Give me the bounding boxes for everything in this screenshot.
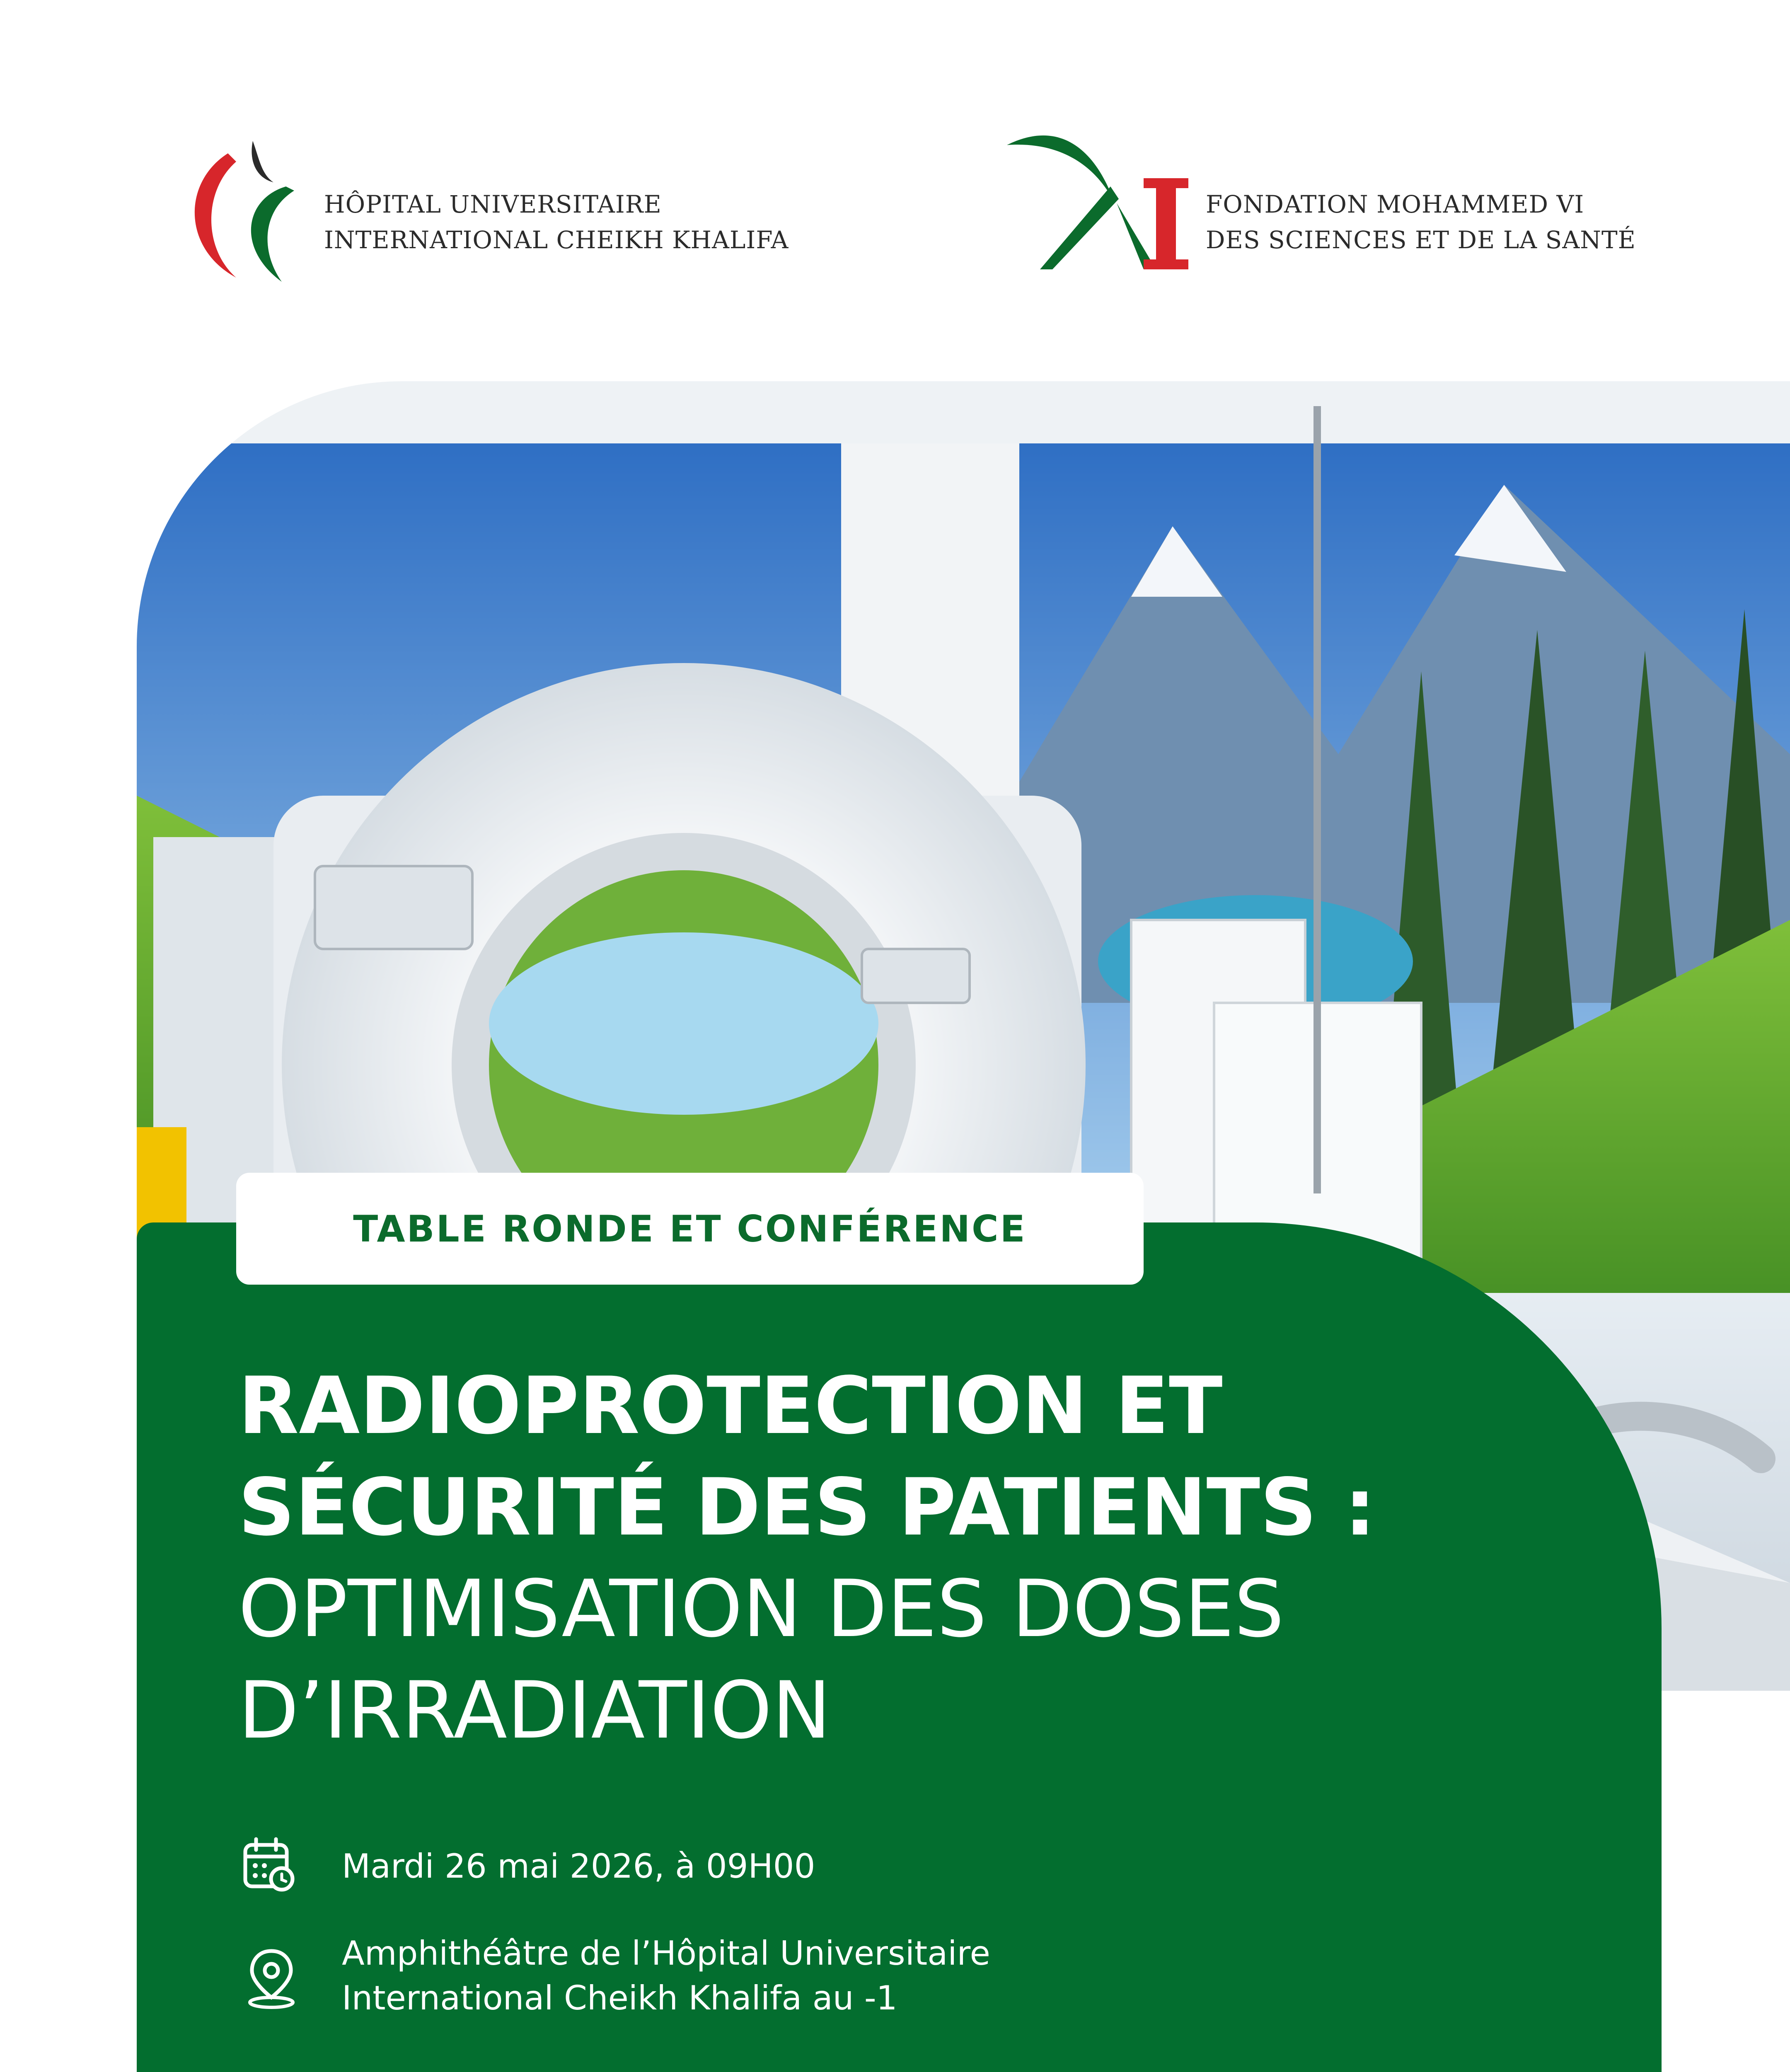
event-title: [238, 1355, 1376, 1761]
fondation-mohammed-vi-logo: [990, 120, 1197, 286]
event-title-line1: RADIOPROTECTION ET: [238, 1360, 1223, 1452]
event-date: [342, 1844, 815, 1889]
hospital-name-line1: HÔPITAL UNIVERSITAIRE: [324, 190, 662, 218]
hospital-name-line2: INTERNATIONAL CHEIKH KHALIFA: [324, 226, 789, 254]
event-date-text: Mardi 26 mai 2026, à 09H00: [342, 1847, 815, 1886]
event-location: [342, 1931, 990, 2021]
event-type-badge: TABLE RONDE ET CONFÉRENCE: [236, 1173, 1144, 1285]
hopital-cheikh-khalifa-logo: [174, 137, 298, 294]
event-location-line2: International Cheikh Khalifa au -1: [342, 1979, 897, 2017]
event-subtitle-line1: OPTIMISATION DES DOSES: [238, 1563, 1284, 1655]
event-location-line1: Amphithéâtre de l’Hôpital Universitaire: [342, 1934, 990, 1973]
event-subtitle-line2: D’IRRADIATION: [238, 1665, 831, 1756]
fondation-name-line2: DES SCIENCES ET DE LA SANTÉ: [1206, 226, 1636, 254]
fondation-name: [1206, 186, 1636, 258]
location-pin-icon: [244, 1948, 298, 2010]
hospital-name: [324, 186, 789, 258]
calendar-icon: [240, 1836, 298, 1894]
event-title-line2: SÉCURITÉ DES PATIENTS :: [238, 1462, 1376, 1553]
fondation-name-line1: FONDATION MOHAMMED VI: [1206, 190, 1584, 218]
